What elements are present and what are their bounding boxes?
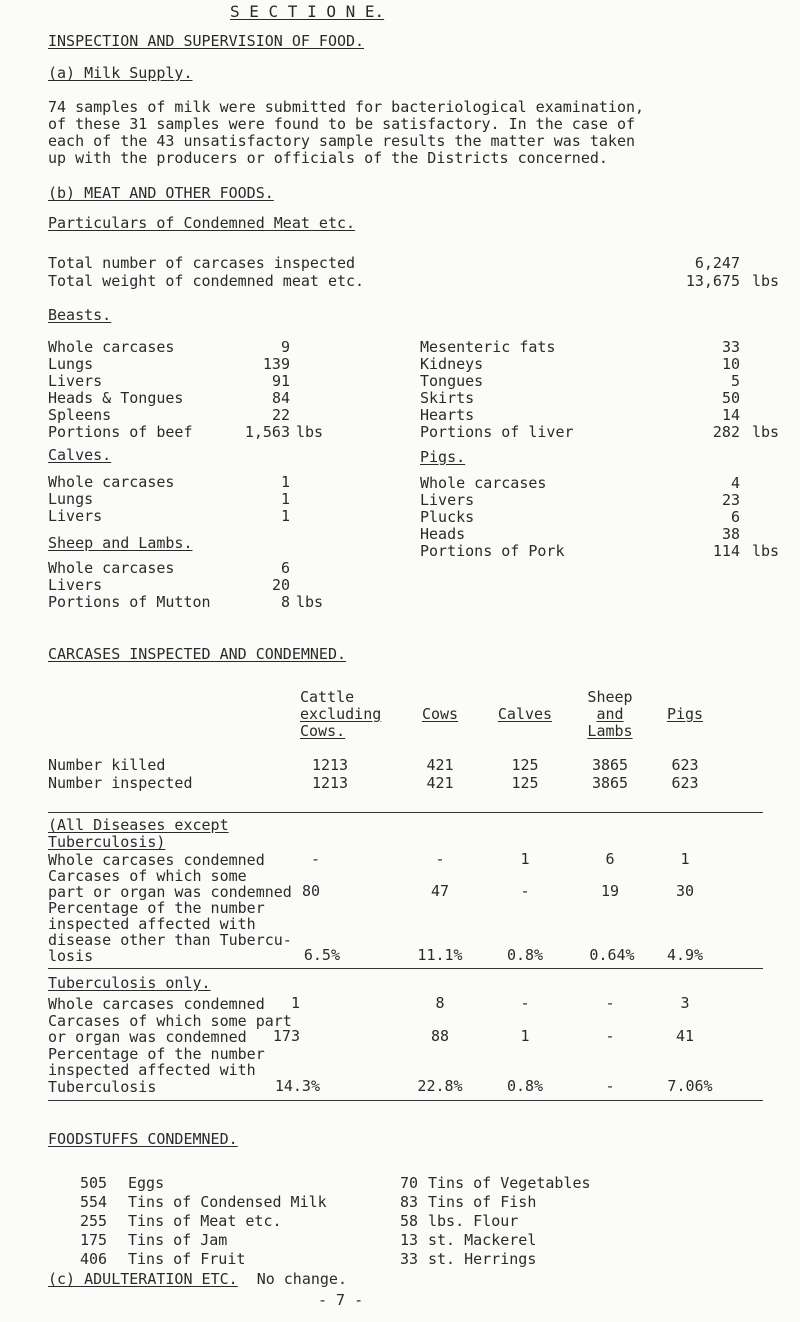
- col-header-calves: Calves: [497, 705, 553, 723]
- beasts-right-value: 50: [721, 389, 740, 407]
- item: Tins of Condensed Milk: [128, 1193, 327, 1211]
- sheep-label: Whole carcases: [48, 559, 175, 577]
- col-header-sheep: [575, 690, 645, 739]
- calves-value: 1: [280, 490, 290, 508]
- all-diseases-heading: [48, 818, 229, 850]
- beasts-left-value: 9: [280, 338, 290, 356]
- qty: 83: [399, 1193, 418, 1211]
- foodstuffs-left-list: [80, 1174, 327, 1269]
- ad-whole-cattle: -: [310, 850, 320, 868]
- sheep-label: Livers: [48, 576, 103, 594]
- calves-label: Livers: [48, 507, 103, 525]
- sheep-value: 6: [280, 559, 290, 577]
- all-diseases-heading-line: (All Diseases except: [48, 816, 229, 834]
- calves-label: Lungs: [48, 490, 94, 508]
- beasts-left-unit: lbs: [296, 423, 324, 441]
- ad-pct-sheep: 0.64%: [589, 946, 635, 964]
- divider: [48, 968, 763, 969]
- qty: 70: [399, 1174, 418, 1192]
- tb-heading: Tuberculosis only.: [48, 974, 211, 992]
- cell-killed-pigs: 623: [671, 756, 699, 774]
- milk-heading: [48, 66, 193, 81]
- pigs-value: 114: [712, 542, 740, 560]
- row-label: Carcases of which some part: [48, 1011, 292, 1030]
- item: st. Mackerel: [428, 1231, 537, 1249]
- ad-pct-pigs: 4.9%: [666, 946, 704, 964]
- adulteration-text: No change.: [256, 1270, 347, 1288]
- calves-heading: Calves.: [48, 446, 112, 464]
- carcases-heading: CARCASES INSPECTED AND CONDEMNED.: [48, 645, 347, 663]
- cell-killed-sheep: 3865: [591, 756, 629, 774]
- adulteration-line: [48, 1272, 347, 1287]
- ad-whole-calves: 1: [520, 850, 530, 868]
- pigs-value: 4: [730, 474, 740, 492]
- foodstuffs-heading: FOODSTUFFS CONDEMNED.: [48, 1130, 238, 1148]
- beasts-right-label: Kidneys: [420, 355, 484, 373]
- pigs-unit: lbs: [752, 542, 780, 560]
- milk-line-4: up with the producers or officials of the Districts concerned.: [48, 149, 608, 167]
- row-label: part or organ was condemned: [48, 883, 292, 901]
- ad-part-pigs: 30: [675, 882, 695, 900]
- beasts-left-label: Heads & Tongues: [48, 389, 184, 407]
- beasts-left-label: Livers: [48, 372, 103, 390]
- beasts-right-label: Skirts: [420, 389, 475, 407]
- beasts-left-label: Spleens: [48, 406, 112, 424]
- beasts-left-value: 84: [271, 389, 290, 407]
- tb-part-calves: 1: [520, 1027, 530, 1045]
- milk-heading-text: (a) Milk Supply.: [48, 64, 193, 82]
- row-label: or organ was condemned: [48, 1028, 247, 1046]
- all-diseases-row-labels: [48, 852, 292, 964]
- row-label: inspected affected with: [48, 915, 256, 933]
- beasts-right-label: Hearts: [420, 406, 475, 424]
- pigs-label: Plucks: [420, 508, 475, 526]
- all-diseases-heading-line: Tuberculosis): [48, 833, 166, 851]
- cell-killed-calves: 125: [511, 756, 539, 774]
- tb-pct-sheep: -: [605, 1077, 615, 1095]
- calves-value: 1: [280, 473, 290, 491]
- item: Tins of Meat etc.: [128, 1212, 282, 1230]
- col-header-cows: Cows: [421, 705, 459, 723]
- tb-part-cows: 88: [430, 1027, 450, 1045]
- page-number: - 7 -: [318, 1291, 364, 1309]
- beasts-left-value: 91: [271, 372, 290, 390]
- adulteration-heading: (c) ADULTERATION ETC.: [48, 1270, 238, 1288]
- col-header-pigs: Pigs: [666, 705, 704, 723]
- sheep-heading: Sheep and Lambs.: [48, 534, 193, 552]
- beasts-right-unit: lbs: [752, 423, 780, 441]
- list-item: [388, 1193, 591, 1212]
- cell-killed-cattle: 1213: [311, 756, 349, 774]
- pigs-label: Portions of Pork: [420, 542, 565, 560]
- section-heading: S E C T I O N E.: [230, 2, 385, 21]
- col-header-cattle-line: Cows.: [300, 722, 346, 740]
- pigs-value: 38: [721, 525, 740, 543]
- meat-subheading: Particulars of Condemned Meat etc.: [48, 214, 356, 232]
- ad-pct-cattle: 6.5%: [303, 946, 340, 964]
- item: Eggs: [128, 1174, 165, 1192]
- total-weight-value: 13,675: [685, 272, 740, 290]
- calves-value: 1: [280, 507, 290, 525]
- list-item: [80, 1231, 327, 1250]
- tb-pct-cows: 22.8%: [417, 1077, 463, 1095]
- col-header-cattle-line: Cattle: [300, 688, 355, 706]
- pigs-label: Whole carcases: [420, 474, 547, 492]
- row-label: Percentage of the number: [48, 1044, 265, 1063]
- total-carcases-value: 6,247: [694, 254, 740, 272]
- cell-inspected-cattle: 1213: [311, 774, 349, 792]
- col-header-sheep-line: Sheep: [587, 688, 633, 706]
- qty: 175: [80, 1231, 108, 1249]
- beasts-right-label: Mesenteric fats: [420, 338, 556, 356]
- list-item: [80, 1174, 327, 1193]
- ad-whole-pigs: 1: [680, 850, 690, 868]
- divider: [48, 1100, 763, 1101]
- ad-whole-cows: -: [435, 850, 445, 868]
- beasts-left-label: Whole carcases: [48, 338, 175, 356]
- ad-part-calves: -: [520, 882, 530, 900]
- beasts-right-value: 33: [721, 338, 740, 356]
- tb-part-cattle: 173: [272, 1027, 300, 1045]
- beasts-left-label: Lungs: [48, 355, 94, 373]
- item: Tins of Vegetables: [428, 1174, 591, 1192]
- ad-part-cows: 47: [430, 882, 450, 900]
- cell-inspected-cows: 421: [426, 774, 454, 792]
- sheep-unit: lbs: [296, 593, 324, 611]
- calves-label: Whole carcases: [48, 473, 175, 491]
- pigs-label: Heads: [420, 525, 466, 543]
- item: Tins of Fish: [428, 1193, 537, 1211]
- total-weight-label: Total weight of condemned meat etc.: [48, 272, 365, 290]
- cell-killed-cows: 421: [426, 756, 454, 774]
- total-carcases-label: Total number of carcases inspected: [48, 254, 356, 272]
- tb-pct-pigs: 7.06%: [667, 1077, 713, 1095]
- tb-pct-cattle: 14.3%: [274, 1077, 320, 1095]
- row-label: disease other than Tubercu-: [48, 931, 292, 949]
- cell-inspected-pigs: 623: [671, 774, 699, 792]
- tb-part-sheep: -: [605, 1027, 615, 1045]
- list-item: [388, 1212, 591, 1231]
- list-item: [388, 1174, 591, 1193]
- item: lbs. Flour: [428, 1212, 519, 1230]
- item: Tins of Jam: [128, 1231, 228, 1249]
- row-label: losis: [48, 947, 94, 965]
- ad-part-cattle: 80: [301, 882, 320, 900]
- qty: 33: [399, 1250, 418, 1268]
- qty: 13: [399, 1231, 418, 1249]
- list-item: [388, 1231, 591, 1250]
- qty: 255: [80, 1212, 108, 1230]
- qty: 505: [80, 1174, 108, 1192]
- row-label: inspected affected with: [48, 1061, 256, 1079]
- total-weight-unit: lbs: [752, 272, 780, 290]
- pigs-value: 6: [730, 508, 740, 526]
- col-header-cattle: [300, 690, 381, 739]
- ad-pct-calves: 0.8%: [506, 946, 544, 964]
- tb-whole-cows: 8: [435, 994, 445, 1012]
- item: Tins of Fruit: [128, 1250, 246, 1268]
- meat-heading: (b) MEAT AND OTHER FOODS.: [48, 184, 274, 202]
- tb-whole-sheep: -: [605, 994, 615, 1012]
- row-label-killed: Number killed: [48, 756, 166, 774]
- cell-inspected-calves: 125: [511, 774, 539, 792]
- beasts-heading: Beasts.: [48, 306, 112, 324]
- sheep-value: 8: [280, 593, 290, 611]
- list-item: [80, 1193, 327, 1212]
- ad-part-sheep: 19: [600, 882, 620, 900]
- row-label: Whole carcases condemned: [48, 995, 265, 1013]
- col-header-sheep-line: Lambs: [587, 722, 633, 740]
- beasts-right-label: Portions of liver: [420, 423, 574, 441]
- row-label: Tuberculosis: [48, 1077, 157, 1096]
- beasts-right-value: 14: [721, 406, 740, 424]
- beasts-left-value: 22: [271, 406, 290, 424]
- page-title: INSPECTION AND SUPERVISION OF FOOD.: [48, 32, 365, 50]
- qty: 406: [80, 1250, 108, 1268]
- beasts-left-value: 1,563: [244, 423, 290, 441]
- qty: 58: [399, 1212, 418, 1230]
- list-item: [388, 1250, 591, 1269]
- beasts-left-value: 139: [262, 355, 290, 373]
- milk-line-3: each of the 43 unsatisfactory sample results the matter was taken: [48, 132, 635, 150]
- col-header-sheep-line: and: [596, 705, 624, 723]
- row-label-inspected: Number inspected: [48, 774, 193, 792]
- beasts-right-value: 282: [712, 423, 740, 441]
- beasts-right-label: Tongues: [420, 372, 484, 390]
- item: st. Herrings: [428, 1250, 537, 1268]
- sheep-value: 20: [271, 576, 290, 594]
- beasts-right-value: 5: [730, 372, 740, 390]
- pigs-heading: Pigs.: [420, 448, 466, 466]
- milk-line-2: of these 31 samples were found to be satisfactory. In the case of: [48, 115, 635, 133]
- milk-line-1: 74 samples of milk were submitted for bacteriological examination,: [48, 98, 645, 116]
- list-item: [80, 1212, 327, 1231]
- col-header-cattle-line: excluding: [300, 705, 382, 723]
- foodstuffs-right-list: [388, 1174, 591, 1269]
- list-item: [80, 1250, 327, 1269]
- cell-inspected-sheep: 3865: [591, 774, 629, 792]
- row-label: Percentage of the number: [48, 899, 265, 917]
- pigs-value: 23: [721, 491, 740, 509]
- beasts-left-label: Portions of beef: [48, 423, 193, 441]
- tb-pct-calves: 0.8%: [506, 1077, 544, 1095]
- ad-whole-sheep: 6: [605, 850, 615, 868]
- beasts-right-value: 10: [721, 355, 740, 373]
- sheep-label: Portions of Mutton: [48, 593, 211, 611]
- ad-pct-cows: 11.1%: [417, 946, 463, 964]
- divider: [48, 812, 763, 813]
- tb-part-pigs: 41: [675, 1027, 695, 1045]
- qty: 554: [80, 1193, 108, 1211]
- pigs-label: Livers: [420, 491, 475, 509]
- tb-whole-cattle: 1: [290, 994, 300, 1012]
- row-label: Carcases of which some: [48, 867, 247, 885]
- tb-whole-calves: -: [520, 994, 530, 1012]
- row-label: Whole carcases condemned: [48, 851, 265, 869]
- tb-whole-pigs: 3: [680, 994, 690, 1012]
